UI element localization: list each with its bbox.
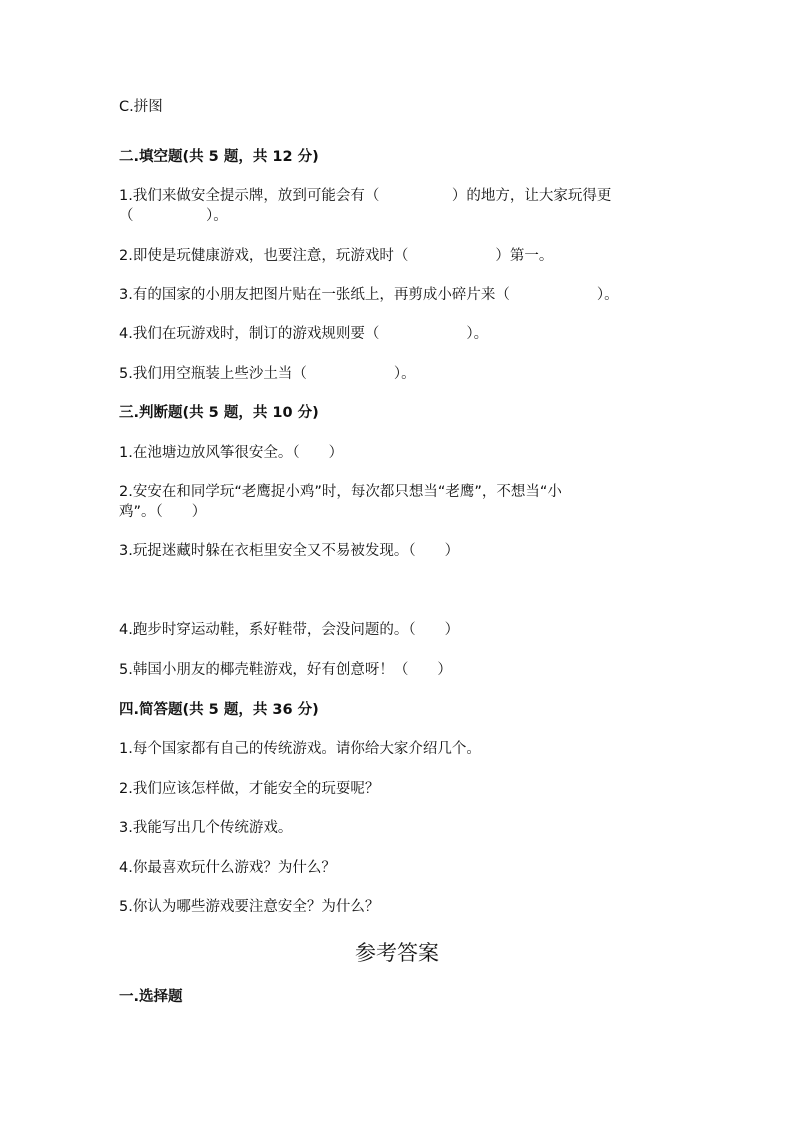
fill-question-4: 4.我们在玩游戏时，制订的游戏规则要（ ）。 — [119, 326, 489, 342]
fill-question-3: 3.有的国家的小朋友把图片贴在一张纸上，再剪成小碎片来（ ）。 — [119, 287, 619, 303]
answers-title: 参考答案 — [355, 941, 439, 965]
judge-question-2-line-2: 鸡”。（ ） — [119, 504, 207, 520]
short-question-1: 1.每个国家都有自己的传统游戏。请你给大家介绍几个。 — [119, 741, 481, 757]
fill-question-5: 5.我们用空瓶装上些沙土当（ ）。 — [119, 366, 416, 382]
short-question-4: 4.你最喜欢玩什么游戏？为什么？ — [119, 860, 336, 876]
fill-question-1-line-2: （ ）。 — [119, 208, 228, 224]
option-c: C.拼图 — [119, 99, 163, 115]
section-heading-true-false: 三.判断题(共 5 题，共 10 分) — [119, 405, 319, 421]
judge-question-4: 4.跑步时穿运动鞋，系好鞋带，会没问题的。（ ） — [119, 622, 460, 638]
short-question-5: 5.你认为哪些游戏要注意安全？为什么？ — [119, 899, 380, 915]
answers-section-heading-choice: 一.选择题 — [119, 989, 183, 1005]
section-heading-short-answer: 四.简答题(共 5 题，共 36 分) — [119, 702, 319, 718]
judge-question-1: 1.在池塘边放风筝很安全。（ ） — [119, 445, 344, 461]
short-question-3: 3.我能写出几个传统游戏。 — [119, 820, 293, 836]
judge-question-5: 5.韩国小朋友的椰壳鞋游戏，好有创意呀！（ ） — [119, 662, 452, 678]
judge-question-3: 3.玩捉迷藏时躲在衣柜里安全又不易被发现。（ ） — [119, 543, 460, 559]
judge-question-2-line-1: 2.安安在和同学玩“老鹰捉小鸡”时，每次都只想当“老鹰”，不想当“小 — [119, 484, 562, 500]
fill-question-1-line-1: 1.我们来做安全提示牌，放到可能会有（ ）的地方，让大家玩得更 — [119, 188, 612, 204]
fill-question-2: 2.即使是玩健康游戏，也要注意，玩游戏时（ ）第一。 — [119, 248, 554, 264]
section-heading-fill-in: 二.填空题(共 5 题，共 12 分) — [119, 149, 319, 165]
short-question-2: 2.我们应该怎样做，才能安全的玩耍呢？ — [119, 781, 380, 797]
